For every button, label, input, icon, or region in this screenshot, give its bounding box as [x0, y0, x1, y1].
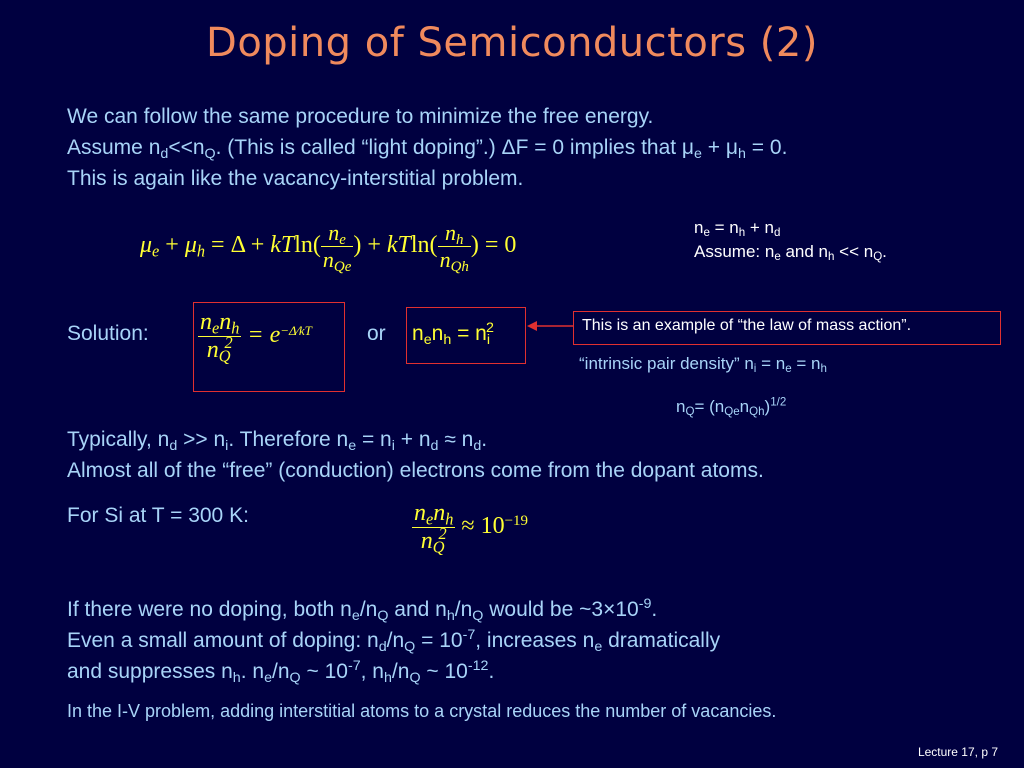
intro-paragraph: [67, 101, 787, 194]
si-equation: $\frac{n_en_h}{n_Q^2}$ ≈ $10^{-19}$: [414, 500, 529, 557]
typically-paragraph: [67, 424, 764, 486]
side-note: [694, 216, 887, 264]
main-equation: $\mu_e + \mu_h = \Delta + kTln$( $\frac{n_e}{n_{Qe}}$ ) + kTln( $\frac{n_h}{n_{Qh}}$ ) = 0: [140, 220, 517, 276]
no-doping-line: If there were no doping, both $n_e/n_Q$ and $n_h/n_Q$ would be $\sim 3\times 10^{-9}$.: [67, 596, 658, 624]
side-note-line-2: Assume: $n_e$ and $n_h << n_Q$.: [694, 242, 887, 264]
even-small-line: Even a small amount of doping: $n_d/n_Q = 10^{-7}$, increases $n_e$ dramatically: [67, 627, 721, 655]
pair-density: “intrinsic pair density” $n_i = n_e = n_h$: [579, 354, 827, 376]
intro-line-3: This is again like the vacancy-interstitial problem.: [67, 167, 524, 190]
iv-note: In the I-V problem, adding interstitial atoms to a crystal reduces the number of vacancies.: [67, 701, 777, 721]
nq-definition: $n_Q= (n_{Qe}n_{Qh})^{1/2}$: [676, 396, 787, 419]
intro-line-2: Assume $n_d<<n_Q$. (This is called “light doping”.) ΔF = 0 implies that $\mu_e + \mu_h = 0$.: [67, 136, 788, 162]
no-doping-paragraph: [67, 594, 720, 687]
side-note-line-1: $n_e = n_h + n_d$: [694, 218, 781, 240]
intro-line-1: We can follow the same procedure to minimize the free energy.: [67, 105, 654, 128]
slide-title: Doping of Semiconductors (2): [206, 20, 818, 66]
suppresses-line: and suppresses $n_h$. $n_e/n_Q$ ~ $10^{-7}$, $n_h/n_Q$ ~ $10^{-12}$.: [67, 658, 495, 686]
slide-footer: Lecture 17, p 7: [917, 745, 998, 759]
arrow-icon: [525, 318, 575, 334]
solution-equation: $\frac{n_en_h}{n_Q^2}$ = $e^{-\Delta⁄kT}$: [200, 309, 312, 366]
typically-line: Typically, $n_d >> n_i$. Therefore $n_e = n_i + n_d \approx n_d$.: [67, 428, 488, 454]
mass-action-equation: $n_en_h = n_i^2$: [412, 320, 494, 348]
solution-label: Solution:: [67, 322, 149, 345]
almost-line: Almost all of the “free” (conduction) electrons come from the dopant atoms.: [67, 459, 764, 482]
law-note: This is an example of “the law of mass action”.: [582, 317, 912, 334]
or-label: or: [367, 322, 386, 345]
for-si-label: For Si at T = 300 K:: [67, 504, 249, 527]
